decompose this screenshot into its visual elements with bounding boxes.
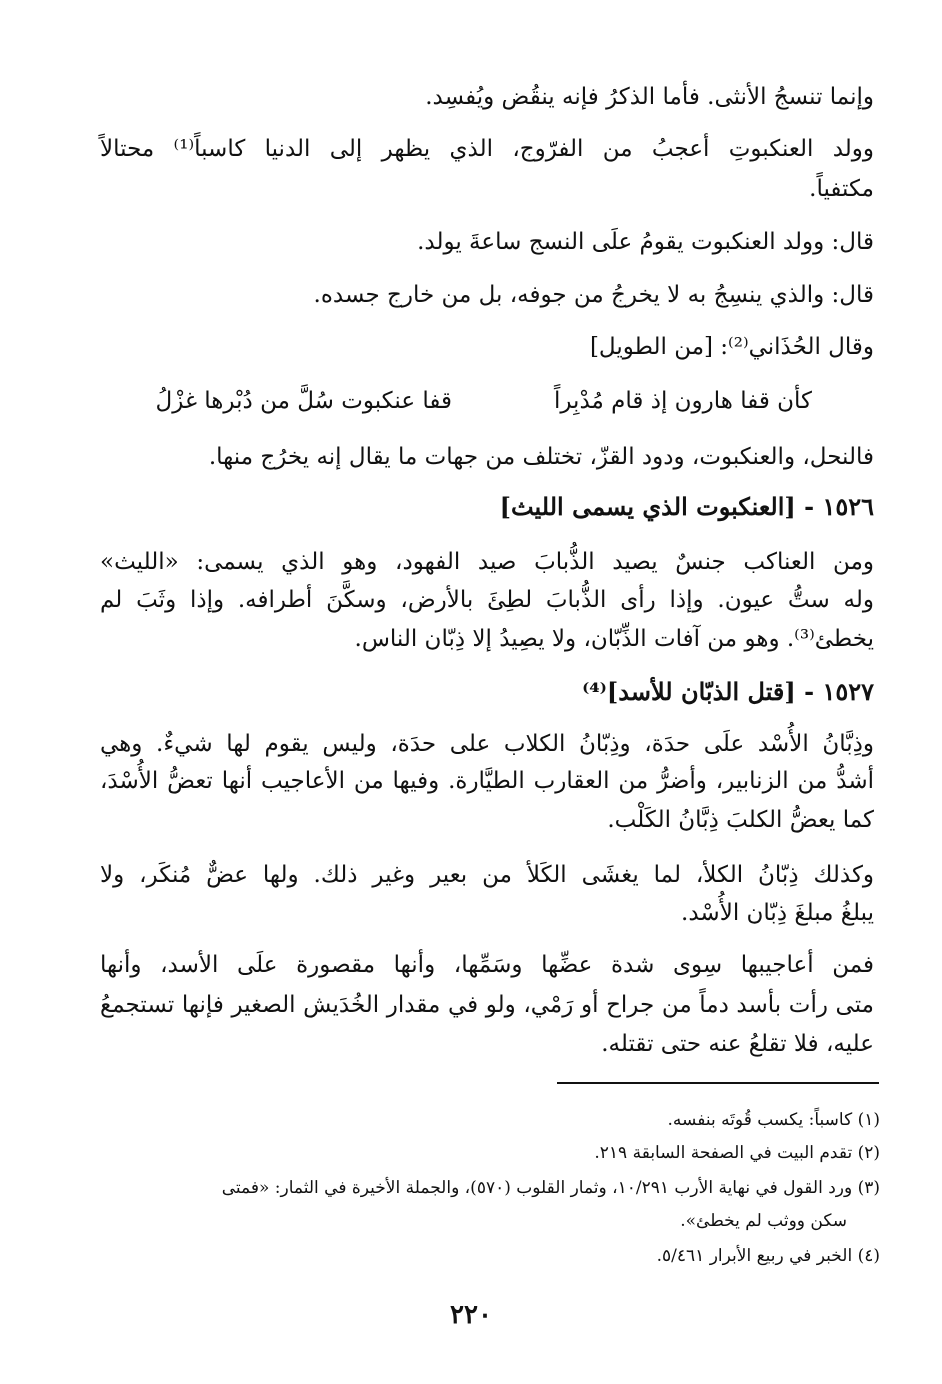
text-line: قال: والذي ينسِجُ به لا يخرجُ من جوفه، بل من خارج جسده.: [313, 282, 874, 308]
text-line: قال: وولد العنكبوت يقومُ علَى النسج ساعةَ يولد.: [417, 229, 874, 255]
footnote-separator: [557, 1082, 879, 1084]
footnote: (٤) الخبر في ربيع الأبرار ٥/٤٦١.: [656, 1246, 880, 1266]
text-line: يبلغُ مبلغَ ذِبّان الأُسْد.: [681, 900, 874, 926]
footnote: (١) كاسباً: يكسب قُوتَه بنفسه.: [667, 1110, 880, 1130]
text-line: وكذلك ذِبّانُ الكلأ، لما يغشَى الكَلأ من بعير وغير ذلك. ولها عضٌّ مُنكَر، ولا: [100, 862, 875, 888]
verse-first-hemistich: كأن قفا هارون إذ قام مُدْبِراً: [553, 388, 812, 414]
text-line: كما يعضُّ الكلبَ ذِبَّانُ الكَلْب.: [607, 807, 874, 833]
text-line: أشدُّ من الزنابير، وأضرُّ من العقارب الطيَّارة. وفيها من الأعاجيب أنها تعضُّ الأُسْدَ،: [100, 768, 874, 794]
page-number: ٢٢٠: [450, 1300, 492, 1330]
text-line: يخطئ⁽³⁾. وهو من آفات الذِّبّان، ولا يصِيدُ إلا ذِبّان الناس.: [354, 626, 874, 652]
footnote: (٢) تقدم البيت في الصفحة السابقة ٢١٩.: [594, 1143, 880, 1163]
verse-second-hemistich: قفا عنكبوت سُلَّ من دُبْرها غزْلُ: [155, 388, 452, 414]
text-line: وإنما تنسجُ الأنثى. فأما الذكرُ فإنه ينقُض ويُفسِد.: [425, 84, 874, 110]
text-line: عليه، فلا تقلعُ عنه حتى تقتله.: [601, 1031, 874, 1057]
footnote-continuation: سكن ووثب لم يخطئ».: [680, 1211, 847, 1231]
text-line: فمن أعاجيبها سِوى شدة عضِّها وسَمِّها، وأنها مقصورة علَى الأسد، وأنها: [100, 952, 874, 978]
text-line: وولد العنكبوتِ أعجبُ من الفرّوج، الذي يظهر إلى الدنيا كاسباً⁽¹⁾ محتالاً: [100, 136, 874, 162]
text-line: وله ستُّ عيون. وإذا رأى الذُّبابَ لطِئَ بالأرض، وسكَّنَ أطرافه. وإذا وثَبَ لم: [100, 587, 874, 613]
text-line: وقال الحُذَاني⁽²⁾: [من الطويل]: [589, 334, 874, 360]
text-line: متى رأت بأسد دماً من جراح أو رَمْي، ولو في مقدار الخُدَيش الصغير فإنها تستجمعُ: [100, 992, 874, 1018]
footnote: (٣) ورد القول في نهاية الأرب ١٠/٢٩١، وثمار القلوب (٥٧٠)، والجملة الأخيرة في الثمار: «فمتى: [221, 1178, 880, 1198]
text-line: فالنحل، والعنكبوت، ودود القزّ، تختلف من جهات ما يقال إنه يخرُج منها.: [208, 444, 874, 470]
text-line: ومن العناكب جنسٌ يصيد الذُّبابَ صيد الفهود، وهو الذي يسمى: «الليث»: [100, 549, 874, 575]
text-line: وذِبَّانُ الأُسْد علَى حدَة، وذِبّانُ الكلاب على حدَة، وليس يقوم لها شيءٌ. وهي: [100, 731, 874, 757]
section-heading: ١٥٢٦ - [العنكبوت الذي يسمى الليث]: [499, 492, 874, 521]
section-heading: ١٥٢٧ - [قتل الذبّان للأسد]⁽⁴⁾: [582, 677, 874, 706]
text-line: مكتفياً.: [809, 176, 874, 202]
